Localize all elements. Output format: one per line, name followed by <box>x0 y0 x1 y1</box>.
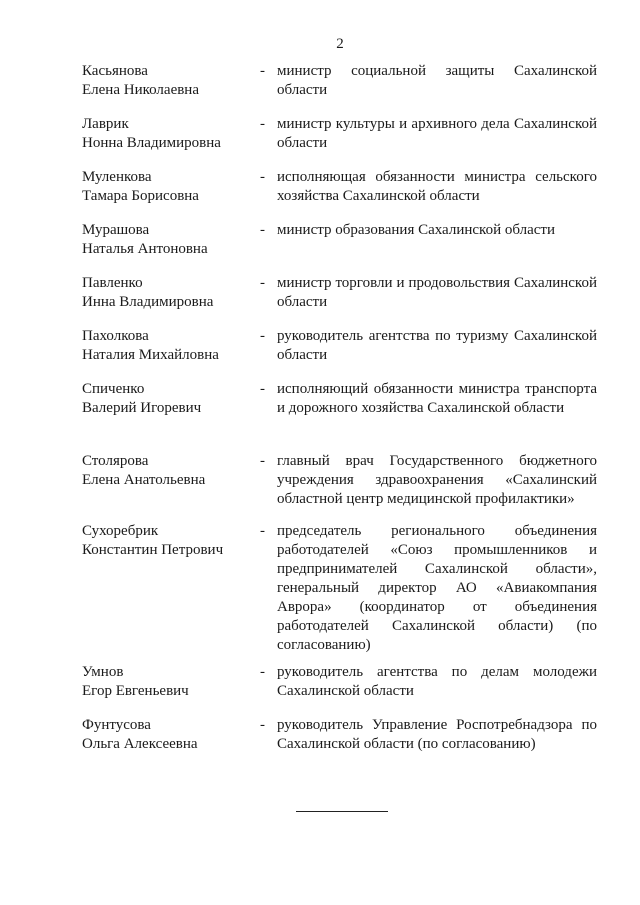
member-surname: Умнов <box>82 664 124 680</box>
member-role: министр культуры и архивного дела Сахалинской области <box>277 116 597 151</box>
separator-dash: - <box>260 453 265 469</box>
member-name <box>82 452 262 490</box>
member-role: министр торговли и продовольствия Сахалинской области <box>277 275 597 310</box>
member-name <box>82 327 262 365</box>
member-given-names: Нонна Владимировна <box>82 135 221 151</box>
separator-dash: - <box>260 328 265 344</box>
separator-dash: - <box>260 222 265 238</box>
member-role: председатель регионального объединения работодателей «Союз промышленников и предпринимателей Сахалинской области», генеральный директор АО «Авиакомпания Аврора» (координатор от объединения работодателей Сахалинской области) (по согласованию) <box>277 523 597 653</box>
member-name <box>82 663 262 701</box>
member-role: министр образования Сахалинской области <box>277 222 555 238</box>
member-role: руководитель агентства по делам молодежи Сахалинской области <box>277 664 597 699</box>
member-given-names: Елена Николаевна <box>82 82 199 98</box>
member-given-names: Константин Петрович <box>82 542 224 558</box>
member-role: главный врач Государственного бюджетного учреждения здравоохранения «Сахалинский областной центр медицинской профилактики» <box>277 453 597 507</box>
member-name <box>82 221 262 259</box>
member-surname: Спиченко <box>82 381 145 397</box>
separator-dash: - <box>260 116 265 132</box>
separator-dash: - <box>260 275 265 291</box>
page-number: 2 <box>336 36 344 52</box>
separator-dash: - <box>260 664 265 680</box>
member-surname: Павленко <box>82 275 143 291</box>
member-name <box>82 716 262 754</box>
member-role: министр социальной защиты Сахалинской области <box>277 63 597 98</box>
member-role: руководитель Управление Роспотребнадзора по Сахалинской области (по согласованию) <box>277 717 597 752</box>
member-surname: Сухоребрик <box>82 523 159 539</box>
member-given-names: Наталья Антоновна <box>82 241 208 257</box>
separator-dash: - <box>260 523 265 539</box>
member-given-names: Валерий Игоревич <box>82 400 202 416</box>
member-name <box>82 380 262 418</box>
separator-dash: - <box>260 717 265 733</box>
member-given-names: Ольга Алексеевна <box>82 736 198 752</box>
separator-dash: - <box>260 63 265 79</box>
member-surname: Лаврик <box>82 116 129 132</box>
separator-dash: - <box>260 381 265 397</box>
end-of-list-divider <box>296 811 388 812</box>
member-given-names: Наталия Михайловна <box>82 347 219 363</box>
member-given-names: Тамара Борисовна <box>82 188 199 204</box>
member-given-names: Инна Владимировна <box>82 294 214 310</box>
member-surname: Касьянова <box>82 63 148 79</box>
member-surname: Фунтусова <box>82 717 151 733</box>
member-given-names: Елена Анатольевна <box>82 472 206 488</box>
member-given-names: Егор Евгеньевич <box>82 683 189 699</box>
member-role: исполняющий обязанности министра транспорта и дорожного хозяйства Сахалинской области <box>277 381 597 416</box>
member-name <box>82 522 262 560</box>
separator-dash: - <box>260 169 265 185</box>
member-name <box>82 274 262 312</box>
member-role: руководитель агентства по туризму Сахалинской области <box>277 328 597 363</box>
member-name <box>82 62 262 100</box>
member-surname: Пахолкова <box>82 328 149 344</box>
member-surname: Муленкова <box>82 169 152 185</box>
member-name <box>82 168 262 206</box>
member-role: исполняющая обязанности министра сельского хозяйства Сахалинской области <box>277 169 597 204</box>
member-surname: Мурашова <box>82 222 150 238</box>
member-name <box>82 115 262 153</box>
member-surname: Столярова <box>82 453 149 469</box>
